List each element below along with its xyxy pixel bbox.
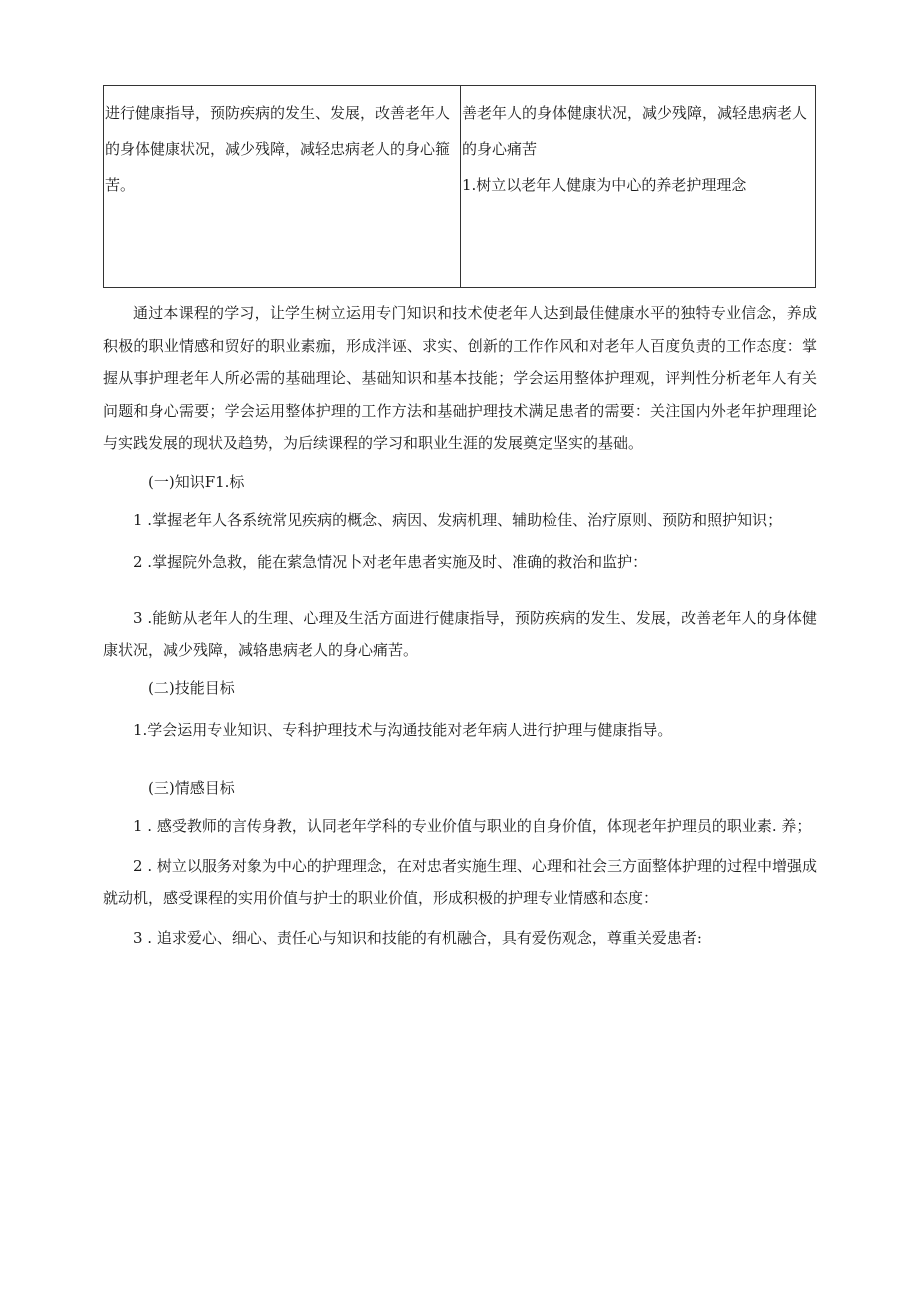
objectives-table [103,85,816,288]
table-cell-right [461,86,815,287]
knowledge-item-2: 2 .掌握院外急救，能在萦急情况卜对老年患者实施及时、准确的救治和监护： [133,552,648,571]
emotion-item-3: 3 . 追求爱心、细心、责任心与知识和技能的有机融合，具有爱伤观念，尊重关爱患者: [133,928,702,947]
emotion-heading: (三)情感目标 [148,778,235,797]
table-cell-left [104,86,461,287]
emotion-item-1: 1 . 感受教师的言传身教，认同老年学科的专业价值与职业的自身价值，体现老年护理员的职业素. 养； [133,816,812,835]
intro-paragraph: 通过本课程的学习，让学生树立运用专门知识和技术使老年人达到最佳健康水平的独特专业信念，养成积极的职业情感和贸好的职业素痂，形成泮诬、求实、创新的工作作风和对老年人百度负责的工作态度：掌握从事护理老年人所必需的基础理论、基础知识和基本技能；学会运用整体护理观，评判性分析老年人有关问题和身心需要；学会运用整体护理的工作方法和基础护理技术满足患者的需要：关注国内外老年护理理论与实践发展的现状及趋势，为后续课程的学习和职业生涯的发展奠定坚实的基础。 [103,304,817,452]
skill-heading: (二)技能目标 [148,678,235,697]
knowledge-item-3: 3 .能鲂从老年人的生理、心理及生活方面进行健康指导，预防疾病的发生、发展，改善老年人的身体健康状况，减少残障，减辂患病老人的身心痛苦。 [103,608,817,659]
skill-item-1: 1.学会运用专业知识、专科护理技术与沟通技能对老年病人进行护理与健康指导。 [133,720,673,739]
emotion-item-2: 2 . 树立以服务对象为中心的护理理念，在对忠者实施生理、心理和社会三方面整体护理的过程中增强成就动机，感受课程的实用价值与护士的职业价值，形成积极的护理专业情感和态度： [103,856,817,907]
table-right-text-1: 善老年人的身体健康状况，减少残障，减轻患病老人的身心痛苦 [462,104,808,158]
knowledge-heading: (一)知识F1.标 [148,472,245,491]
document-body [103,297,817,954]
knowledge-item-1: 1 .掌握老年人各系统常见疾病的概念、病因、发病机理、辅助检佳、治疗原则、预防和照护知识； [133,510,783,529]
table-right-text-2: 1.树立以老年人健康为中心的养老护理理念 [462,176,747,194]
table-left-text: 进行健康指导，预防疾病的发生、发展，改善老年人的身体健康状况，减少残障，减轻忠病老人的身心箍苦。 [105,104,451,194]
